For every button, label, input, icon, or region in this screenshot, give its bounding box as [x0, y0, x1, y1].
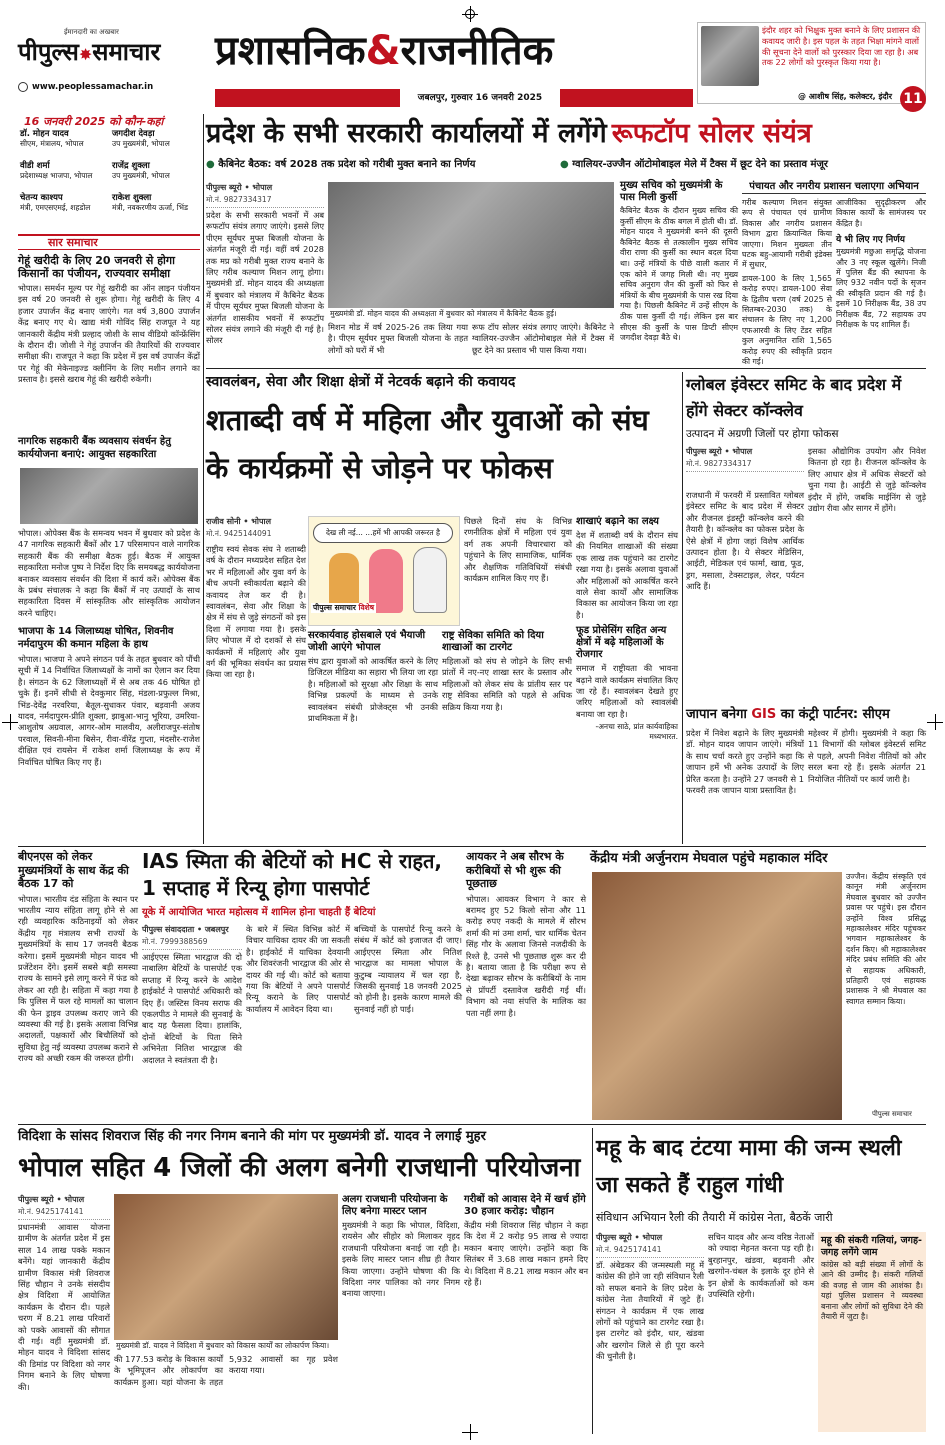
investor-col-1: राजधानी में फरवरी में प्रस्तावित ग्लोबल इंवेस्टर समिट के बाद प्रदेश में सेक्टर और रीजनल इंडस्ट्री कॉन्क्लेव करने की तैयारी है। कॉन्क्लेव का फोकस प्रदेश के ऐसे क्षेत्रों में होगा जहां विशेष आर्थिक उत्पादन होता है। ये सेक्टर मेडिसिन, आईटी, मेडिकल एवं फार्मा, खाद्य, फूड, ड्रग, मसाला, टेक्सटाइल, लेदर, पर्यटन आदि हैं। [686, 490, 804, 592]
agenda-title: 16 जनवरी 2025 को कौन-कहां [24, 115, 164, 128]
lead-kicker-1: ● कैबिनेट बैठक: वर्ष 2028 तक प्रदेश को गरीबी मुक्त बनाने का निर्णय [206, 159, 476, 170]
lead-sidebar: मुख्य सचिव को मुख्यमंत्री के पास मिली कुर्सी कैबिनेट बैठक के दौरान मुख्य सचिव की कुर्सी सीएम के ठीक बगल में होती थी। डॉ. मोहन यादव ने मुख्यमंत्री बनने की दूसरी कैबिनेट बैठक से तत्कालीन मुख्य सचिव वीरा राणा की कुर्सी का स्थान बदल दिया था। उन्हें मंत्रियों के पीछे वाली कतार में एक कोने में जगह मिली थी। नए मुख्य सचिव अनुराग जैन की कुर्सी को फिर से मंत्रियों के बीच मुख्यमंत्री के पास रख दिया गया है। पिछली कैबिनेट में उन्हें सीएम के ठीक पास कुर्सी दी गई। लेकिन इस बार सीएस की कुर्सी के पास डिप्टी सीएम जगदीश देवड़ा बैठे थे। [620, 180, 738, 343]
brand-left: पीपुल्स [18, 38, 79, 66]
vidisha-col-1: पीपुल्स ब्यूरो • भोपाल मो.नं. 9425174141 प्रधानमंत्री आवास योजना ग्रामीण के अंतर्गत प्रदेश में इस साल 14 लाख पक्के मकान बनेंगे। यहां जानकारी केंद्रीय ग्रामीण विकास मंत्री शिवराज सिंह चौहान ने उनके संसदीय क्षेत्र विदिशा में आयोजित कार्यक्रम के दौरान दी। पहले चरण में 8.21 लाख परिवारों को पक्के आवासों की सौगात दी गई। वहीं मुख्यमंत्री डॉ. मोहन यादव ने विदिशा सांसद की डिमांड पर विदिशा को नगर निगम बनाने के लिए घोषणा की। [18, 1195, 110, 1392]
agenda-item: राकेश शुक्ला मंत्री, नवकरणीय ऊर्जा, भिंड [112, 193, 188, 212]
lead-headline: प्रदेश के सभी सरकारी कार्यालयों में लगेंगे रूफटॉप सोलर संयंत्र [206, 118, 812, 149]
page-number-badge: 11 [900, 86, 926, 112]
agenda-item: जगदीश देवड़ा उप मुख्यमंत्री, भोपाल [112, 129, 170, 148]
cartoon-label: पीपुल्स समाचार विशेष [313, 603, 375, 612]
rss-col-3: शाखाएं बढ़ाने का लक्ष्य देश में शताब्दी वर्ष के दौरान संघ की नियमित शाखाओं की संख्या एक लाख तक पहुंचाने का टारगेट रखा गया है। इसके अलावा युवाओं और महिलाओं को आकर्षित करने वाले सेवा कार्यों और सामाजिक विकास का आयोजन किया जा रहा है। फूड प्रोसेसिंग सहित अन्य क्षेत्रों में बढ़े महिलाओं के रोजगार समाज में राष्ट्रीयता की भावना बढ़ाने वाले कार्यक्रम संचालित किए जा रहे हैं। स्वावलंबन देखते हुए जरिए महिलाओं को स्वावलंबी बनाया जा रहा है। -अनचा साठे, प्रांत कार्यवाहिका मध्यभारत. [576, 516, 678, 742]
agenda-box [18, 114, 200, 230]
top-quote-attribution: @ आशीष सिंह, कलेक्टर, इंदौर [798, 92, 893, 101]
ias-col-3: बच्चियों के पासपोर्ट रिन्यू करने के संबंध में कोर्ट को इजाजत दी जाए। आईएएस स्मिता और नितिश भारद्वाज का मामला भोपाल के कुटुम्ब न्यायालय में चल रहा है, जिसकी सुनवाई 18 जनवरी 2025 को होनी है। इसके कारण मामले की सुनवाई नहीं हो पाई। [354, 924, 462, 1014]
lead-col-2: मिशन मोड में वर्ष 2025-26 तक लिया गया है। पीएम सूर्यघर मुफ्त बिजली योजना के तहत लोगों को घरों में भी [328, 322, 468, 355]
brand-star-icon: ✸ [78, 45, 93, 64]
bullet-icon: ● [206, 159, 215, 170]
globe-icon [18, 82, 28, 92]
mhow-kicker: संविधान अभियान रैली की तैयारी में कांग्रेस नेता, बैठकें जारी [596, 1211, 833, 1224]
agenda-item: चेतन्य काश्यप मंत्री, एमएसएमई, शहडोल [20, 193, 91, 212]
cabinet-photo-caption: मुख्यमंत्री डॉ. मोहन यादव की अध्यक्षता में बुधवार को मंत्रालय में कैबिनेट बैठक हुई। [328, 308, 614, 320]
mahakal-photo-credit: पीपुल्स समाचार [870, 1108, 926, 1120]
mahakal-photo [592, 872, 842, 1120]
bullet-icon: ● [560, 159, 569, 170]
agenda-item: वीडी शर्मा प्रदेशाध्यक्ष भाजपा, भोपाल [20, 161, 93, 180]
saar-story-1 [18, 254, 200, 432]
mahakal-body: उज्जैन। केंद्रीय संस्कृति एवं कानून मंत्री अर्जुनराम मेघवाल बुधवार को उज्जैन प्रवास पर पहुंचे। इस दौरान उन्होंने विश्व प्रसिद्ध महाकालेश्वर मंदिर पहुंचकर भगवान महाकालेश्वर के दर्शन किए। श्री महाकालेश्वर मंदिर प्रबंध समिति की ओर से सहायक अधिकारी, प्रतिहारी एवं सहायक प्रशासक ने श्री मेघवाल का स्वागत सम्मान किया। [846, 872, 926, 1006]
rss-col-1a: राष्ट्रीय स्वयं सेवक संघ ने शताब्दी वर्ष के दौरान मध्यप्रदेश सहित देश भर में महिलाओं और युवा वर्ग के बीच अपनी स्वीकार्यता बढ़ाने की कवायद तेज कर दी है। स्वावलंबन, सेवा और शिक्षा के क्षेत्र में संघ से जुड़े संगठनों को इस दिशा में लगाया गया है। इसके लिए भोपाल में दो दशकों से संघ कार्यक्रमों में महिलाएं और युवा वर्ग की भूमिका संवर्धन का प्रयास किया जा रहा है। [206, 544, 306, 680]
vidisha-photo-caption: मुख्यमंत्री डॉ. यादव ने विदिशा में बुधवार को विकास कार्यों का लोकार्पण किया। [114, 1340, 338, 1352]
bns-story: बीएनएस को लेकर मुख्यमंत्रियों के साथ केंद्र की बैठक 17 को भोपाल। भारतीय दंड संहिता के स्थान पर भारतीय न्याय संहिता लागू होने से आ रही व्यवहारिक कठिनाइयों को लेकर केंद्रीय गृह मंत्रालय सभी राज्यों के मुख्यमंत्रियों के साथ 17 जनवरी बैठक करेगा। इसमें मुख्यमंत्री मोहन यादव भी प्रजेंटेशन देंगे। इसमें सबसे बड़ी समस्या राज्य के सामने इसे लागू करने में फंड को लेकर आ रही है। सहिता में कहा गया है कि पुलिस में फल रहे मामलों का चालान की फेन ड्राइव उपलब्ध कराए जाने की व्यवस्था की गई है। इसके अलावा विभिन्न अदालतों, पक्षकारों और बिचौलियों को सुविधा हेतु नई व्यवस्था उपलब्ध कराने से राज्य को अच्छी रकम की जरूरत होगी। [18, 850, 138, 1064]
top-quote-box [697, 22, 926, 104]
investor-kicker: उत्पादन में अग्रणी जिलों पर होगा फोकस [686, 428, 839, 440]
lead-col-1: पीपुल्स ब्यूरो • भोपाल मो.नं. 9827334317 प्रदेश के सभी सरकारी भवनों में अब रूफटॉप संयंत्र लगाए जाएंगे। इससे लिए पीएम सूर्यघर मुफ्त बिजली योजना के अंतर्गत मंजूरी दी गई। वहीं वर्ष 2028 तक मप्र को गरीबी मुक्त राज्य बनाने के लिए गरीब कल्याण मिशन लागू होगा। मुख्यमंत्री डॉ. मोहन यादव की अध्यक्षता में बुधवार को मंत्रालय में कैबिनेट बैठक में पीएम सूर्यघर मुफ्त बिजली योजना के अंतर्गत शासकीय भवनों में रूफटॉप सोलर संयंत्र लगाने की मंजूरी दी गई है। सोलर [206, 183, 324, 346]
mhow-col-1: पीपुल्स ब्यूरो • भोपाल मो.नं. 9425174141 डॉ. अंबेडकर की जन्मस्थली महू में कांग्रेस की होने जा रही संविधान रैली को सफल बनाने के लिए प्रदेश के कांग्रेस नेता तैयारियों में जुटे हैं। संगठन ने कार्यक्रम में एक लाख लोगों को पहुंचाने का टारगेट रखा है। इस टारगेट को इंदौर, धार, खंडवा और खरगोन जिले से ही पूरा करने की चुनौती है। [596, 1233, 704, 1362]
panchayat-headline: पंचायत और नगरीय प्रशासन चलाएगा अभियान [742, 180, 926, 194]
dateline: जबलपुर, गुरुवार 16 जनवरी 2025 [400, 89, 560, 107]
investor-byline: पीपुल्स ब्यूरो • भोपाल मो.नं. 9827334317 [686, 446, 804, 470]
mhow-headline: महू के बाद टंटया मामा की जन्म स्थली जा सकते हैं राहुल गांधी [596, 1136, 902, 1198]
rss-sub-2: राष्ट्र सेविका समिति को दिया शाखाओं का टारगेट महिलाओं को संघ से जोड़ने के लिए सभी प्रांतों में नए-नए शाखा स्तर के प्रस्ताव और महिलाओं को लेकर संघ के प्रांतीय स्तर पर राष्ट्र सेविका समिति को पहले से अधिक सक्रिय किया गया है। [442, 630, 572, 712]
mahakal-headline: केंद्रीय मंत्री अर्जुनराम मेघवाल पहुंचे महाकाल मंदिर [590, 851, 828, 866]
vidisha-sub-2: गरीबों को आवास देने में खर्च होंगे 30 हजार करोड़: चौहान केंद्रीय मंत्री शिवराज सिंह चौहान ने कहा कि देश में 2 करोड़ 95 लाख से ज्यादा मकान बनाए जाएंगे। उन्होंने कहा कि सितंबर में 3.68 लाख मकान हमने दिए थे। विदिशा में 8.21 लाख मकान और बन रहे हैं। [464, 1194, 588, 1288]
ias-kicker: यूके में आयोजित भारत महोत्सव में शामिल होना चाहती हैं बेटियां [142, 907, 376, 918]
brand-name [18, 37, 208, 70]
collector-photo [701, 26, 759, 86]
vidisha-col-2: की 177.53 करोड़ के विकास कार्यों के भूमिपूजन और लोकार्पण का कार्यक्रम हुआ। यहां योजना के तहत 5,932 आवासों का गृह प्रवेश कराया गया। [114, 1354, 338, 1387]
top-quote-text: इंदौर शहर को भिक्षुक मुक्त बनाने के लिए प्रशासन की कवायद जारी है। इस पहल के तहत भिक्षा मांगने वालों की सूचना देने वालों को पुरस्कार दिया जा रहा है। अब तक 22 लोगों को पुरस्कृत किया गया है। [762, 25, 921, 68]
vidisha-headline: भोपाल सहित 4 जिलों की अलग बनेगी राजधानी परियोजना [18, 1153, 581, 1183]
rss-col-2: पिछले दिनों संघ के विभिन्न रणनीतिक क्षेत्रों में महिला एवं युवा वर्ग तक अपनी विचारधारा को पहुंचाने के लिए सामाजिक, धार्मिक और शैक्षणिक गतिविधियों संबंधी कार्यक्रम शामिल किए गए हैं। [464, 516, 572, 584]
rss-byline: राजीव सोनी • भोपाल मो.नं. 9425144091 [206, 517, 272, 538]
rss-sub-1: सरकार्यवाह होसबाले एवं भैयाजी जोशी आएंगे भोपाल संघ द्वारा युवाओं को आकर्षित करने के लिए डिजिटल मीडिया का सहारा भी लिया जा रहा है। महिलाओं को सुरक्षा और शिक्षा के साथ विभिन्न प्रकल्पों के माध्यम से उनके स्वावलंबन संबंधी प्रोजेक्ट्स भी उनकी प्राथमिकता में है। [308, 630, 438, 724]
saar-story-2-head: नागरिक सहकारी बैंक व्यवसाय संवर्धन हेतु कार्ययोजना बनाएं: आयुक्त सहकारिता [18, 436, 171, 460]
cartoon-bubble: देख ली नई... ...हमें भी आपकी जरूरत है [313, 523, 453, 543]
rss-kicker: स्वावलंबन, सेवा और शिक्षा क्षेत्रों में नेटवर्क बढ़ाने की कवायद [206, 374, 516, 390]
saar-headline-1: गेहूं खरीदी के लिए 20 जनवरी से होगा किसानों का पंजीयन, राज्यवार समीक्षा [18, 254, 175, 280]
saar-story-3: भाजपा के 14 जिलाध्यक्ष घोषित, शिवनीव नर्मदापुरम की कमान महिला के हाथ भोपाल। भाजपा ने अपने संगठन पर्व के तहत बुधवार को पौंची सूची में 14 निर्वाचित जिलाध्यक्षों के नामों का ऐलान कर दिया है। संगठन के 62 जिलाध्यक्षों में से अब तक 46 घोषित हो चुके हैं। इनमें सीधी से देवकुमार सिंह, मंडला-प्रफुल्ल मिश्रा, भिंड-देवेंद्र नरवरिया, बैतूल-सुधाकर पंवार, बड़वानी अजय यादव, नर्मदापुरम-प्रीति शुक्ला, झाबुआ-भानु भूरिया, उमरिया-आशुतोष अग्रवाल, आगर-ओम मालवीय, अलीराजपुर-संतोष परवाल, सिवनी-मीना बिसेन, रीवा-वीरेंद्र गुप्ता, मंदसौर-राजेश दीक्षित एवं रायसेन में राकेश शर्मा जिलाध्यक्ष के रूप में निर्वाचित घोषित किए गए हैं। [18, 626, 200, 767]
mhow-sidebar: महू की संकरी गलियां, जगह-जगह लगेंगे जाम कांग्रेस को बड़ी संख्या में लोगों के आने की उम्मीद है। संकरी गलियों की वजह से जाम की आशंका है। यहां पुलिस प्रशासन ने व्यवस्था बनाना और लोगों को सुविधा देने की तैयारी में जुटा है। [818, 1232, 926, 1432]
japan-col-1: प्रदेश में निवेश बढ़ाने के लिए मुख्यमंत्री डॉ. मोहन यादव जापान जाएंगे। मंत्रियों के साथ चर्चा करते हुए उन्होंने कहा कि जापान हमें भी अनेक उत्पादों के लिए प्रेरित करता है। उन्होंने 27 जनवरी से 1 फरवरी तक जापान यात्रा प्रस्तावित है। [686, 728, 804, 796]
lead-kicker-2: ● ग्वालियर-उज्जैन ऑटोमोबाइल मेले में टैक्स में छूट देने का प्रस्ताव मंजूर [560, 159, 829, 170]
vidisha-kicker: विदिशा के सांसद शिवराज सिंह की नगर निगम बनाने की मांग पर मुख्यमंत्री डॉ. यादव ने लगाई मुहर [18, 1129, 486, 1144]
aaykar-story: आयकर ने अब सौरभ के करीबियों से भी शुरू की पूछताछ भोपाल। आयकर विभाग ने कार से बरामद हुए 52 किलो सोना और 11 करोड़ रुपए नकदी के मामले में सौरभ शर्मा की मां उमा शर्मा, चार धार्मिक चेतन सिंह गौर के अलावा जिनसे नजदीकी के रिश्ते है, उनसे भी पूछताछ शुरू कर दी है। बताया जाता है कि परीक्षा रूप से देखा बढ़ाकर सौरभ के करीबियों के नाम से प्रॉपर्टी दस्तावेज खरीदी गई थीं। विभाग को नया संपत्ति के मालिक का पता नहीं लगा है। [466, 850, 586, 1018]
lead-col-3: रूफ टॉप सोलर संयंत्र लगाए जाएंगे। कैबिनेट ने ग्वालियर-उज्जैन ऑटोमोबाइल मेले में टैक्स में छूट देने का प्रस्ताव भी पास किया गया। [472, 322, 614, 355]
investor-headline: ग्लोबल इंवेस्टर समिट के बाद प्रदेश में होंगे सेक्टर कॉन्क्लेव [686, 375, 902, 420]
masthead-tagline: ईमानदारी का अखबार [64, 28, 119, 36]
saar-body-1: भोपाल। समर्थन मूल्य पर गेहूं खरीदी का ऑन लाइन पंजीयन इस वर्ष 20 जनवरी से शुरू होगा। गेहूं खरीदी के लिए 4 हजार उपार्जन केंद्र बनाए जाएंगे। गत वर्ष 3,800 उपार्जन केंद्र बनाए गए थे। खाद्य मंत्री गोविंद सिंह राजपूत ने यह जानकारी केंद्रीय मंत्री प्रल्हाद जोशी के साथ वीडियो कॉन्फ्रेंसिंग के दौरान दी। जोशी ने गेहूं उपार्जन की तैयारियों की राज्यवार समीक्षा की। राजपूत ने कहा कि प्रदेश में इस वर्ष उपार्जन केंद्रों पर गेहूं की मेकेनाइज्ड क्लीनिंग के लिए मशीन लगाने का प्रस्ताव है। इससे खराब गेहूं की खरीदी रुकेगी। [18, 283, 200, 385]
brand-right: समाचार [92, 38, 161, 66]
saar-body-2: भोपाल। ओपेक्स बैंक के समन्वय भवन में बुधवार को प्रदेश के 47 नागरिक सहकारी बैंकों और 17 परिसमापन वाले नागरिक सहकारी बैंक की समीक्षा बैठक हुई। बैठक में आयुक्त सहकारिता मनोज पुष्प ने निर्देश दिए कि समयबद्ध कार्ययोजना बनाकर व्यवसाय संवर्धन की दिशा में कार्य करें। ओपेक्स बैंक के प्रबंध संचालक ने कहा कि बैंकों में नए उत्पादों के साथ सहकारिता दिवस में सांस्कृतिक और सांस्कृतिक आयोजन करने चाहिए। [18, 528, 200, 618]
ias-col-2: के बारे में स्थित विभिन्न कोर्ट में विचार याचिका दायर की जा सकती है। हाईकोर्ट में याचिका देवयानी और शिवरंजनी भारद्वाज की ओर से दायर की गई थी। कोर्ट को बताया गया कि बेटियों ने अपने पासपोर्ट रिन्यू कराने के लिए पासपोर्ट कार्यालय में आवेदन दिया था। [246, 924, 350, 1014]
ias-col-1: पीपुल्स संवाददाता • जबलपुर मो.नं. 7999388569 आईएएस स्मिता भारद्वाज की दो नाबालिग बेटियों के पासपोर्ट एक सप्ताह में रिन्यू करने के आदेश हाईकोर्ट ने पासपोर्ट अधिकारी को दिए हैं। जस्टिस विनय सराफ की एकलपीठ ने मामले की सुनवाई के बाद यह फैसला दिया। हालांकि, दोनों बेटियों के पिता सिने अभिनेता नितिश भारद्वाज की अदालत ने स्वतंत्रता दी है। [142, 925, 242, 1065]
rss-cartoon [308, 516, 460, 626]
panchayat-col-2: आजीविका सुदृढ़ीकरण और विकास कार्यों के सामंजस्य पर केंद्रित है। ये भी लिए गए निर्णय मुख्यमंत्री मछुआ समृद्धि योजना और 3 नए स्कूल खुलेंगे। निजी में पुलिस बैंड की स्थापना के लिए 932 नवीन पदों के सृजन की स्वीकृति प्रदान की गई है। इसमें 10 निरीक्षक बैंड, 38 उप निरीक्षक बैंड, 72 सहायक उप निरीक्षक के पद शामिल हैं। [836, 198, 926, 330]
bank-meeting-photo [20, 468, 198, 524]
rss-headline: शताब्दी वर्ष में महिला और युवाओं को संघ के कार्यक्रमों से जोड़ने पर फोकस [206, 403, 649, 485]
vidisha-photo [114, 1194, 338, 1340]
cabinet-photo [328, 182, 614, 308]
japan-headline: जापान बनेगा GIS का कंट्री पार्टनर: सीएम [686, 707, 890, 722]
ias-headline: IAS स्मिता की बेटियों को HC से राहत, 1 सप्ताह में रिन्यू होगा पासपोर्ट [142, 849, 443, 900]
saar-header: सार समाचार [18, 234, 200, 250]
investor-col-2: इसका औद्योगिक उपयोग और निवेश कितना हो रहा है। रीजनल कॉन्क्लेव के लिए आधार क्षेत्र में अधिक सेक्टरों को चुना गया है। आईटी से जुड़े कॉन्क्लेव इंदौर में होंगे, जबकि माईनिंग से जुड़े उद्योग रीवा और सागर में होंगे। [808, 446, 926, 514]
panchayat-col-1: गरीब कल्याण मिशन संयुक्त रूप से पंचायत एवं ग्रामीण विकास और नगरीय प्रशासन विभाग द्वारा क्रियान्वित किया जाएगा। मिशन मुख्यतः तीन घटक बहु-आयामी गरीबी इंडेक्स में सुधार, डायल-100 के लिए 1,565 करोड़ रुपए। डायल-100 सेवा के द्वितीय चरण (वर्ष 2025 से सितम्बर-2030 तक) के संचालन के लिए नए 1,200 एफआरवी के लिए टेंडर सहित कुल अनुमानित राशि 1,565 करोड़ रुपए की स्वीकृति प्रदान की गई। [742, 198, 832, 367]
masthead-logo[interactable] [18, 28, 208, 108]
japan-col-2: महेश्वर में होगी। मुख्यमंत्री ने कहा कि 11 विभागों की ग्लोबल इंवेस्टर्स समिट से पहले, अपनी निवेश नीतियों को और सरल बना रहे हैं। इसके अंतर्गत 21 नियोजित नीतियों पर कार्य जारी है। [808, 728, 926, 784]
agenda-item: डॉ. मोहन यादव सीएम, मंत्रालय, भोपाल [20, 129, 84, 148]
section-title: प्रशासनिक&राजनीतिक [215, 28, 554, 74]
agenda-item: राजेंद्र शुक्ला उप मुख्यमंत्री, भोपाल [112, 161, 170, 180]
vidisha-sub-1: अलग राजधानी परियोजना के लिए बनेगा मास्टर प्लान मुख्यमंत्री ने कहा कि भोपाल, विदिशा, रायसेन और सीहोर को मिलाकर वृहद राजधानी परियोजना बनाई जा रही है। इसके लिए मास्टर प्लान शीघ्र ही तैयार किया जाएगा। उन्होंने घोषणा की कि विदिशा नगर पालिका को नगर निगम बनाया जाएगा। [342, 1194, 460, 1299]
cartoon-figure-3 [413, 547, 447, 613]
registration-circle-top [465, 9, 475, 19]
website[interactable]: www.peoplessamachar.in [18, 82, 208, 92]
column-rule [203, 114, 204, 844]
mhow-col-2: सचिन यादव और अन्य वरिष्ठ नेताओं को ज्यादा मेहनत करना पड़ रही है। बुरहानपुर, खंडवा, बड़वानी और खरगोन-चंबल के इलाके दूर होने से इन क्षेत्रों के कार्यकर्ताओं को कम उपस्थिति रहेगी। [708, 1232, 814, 1300]
